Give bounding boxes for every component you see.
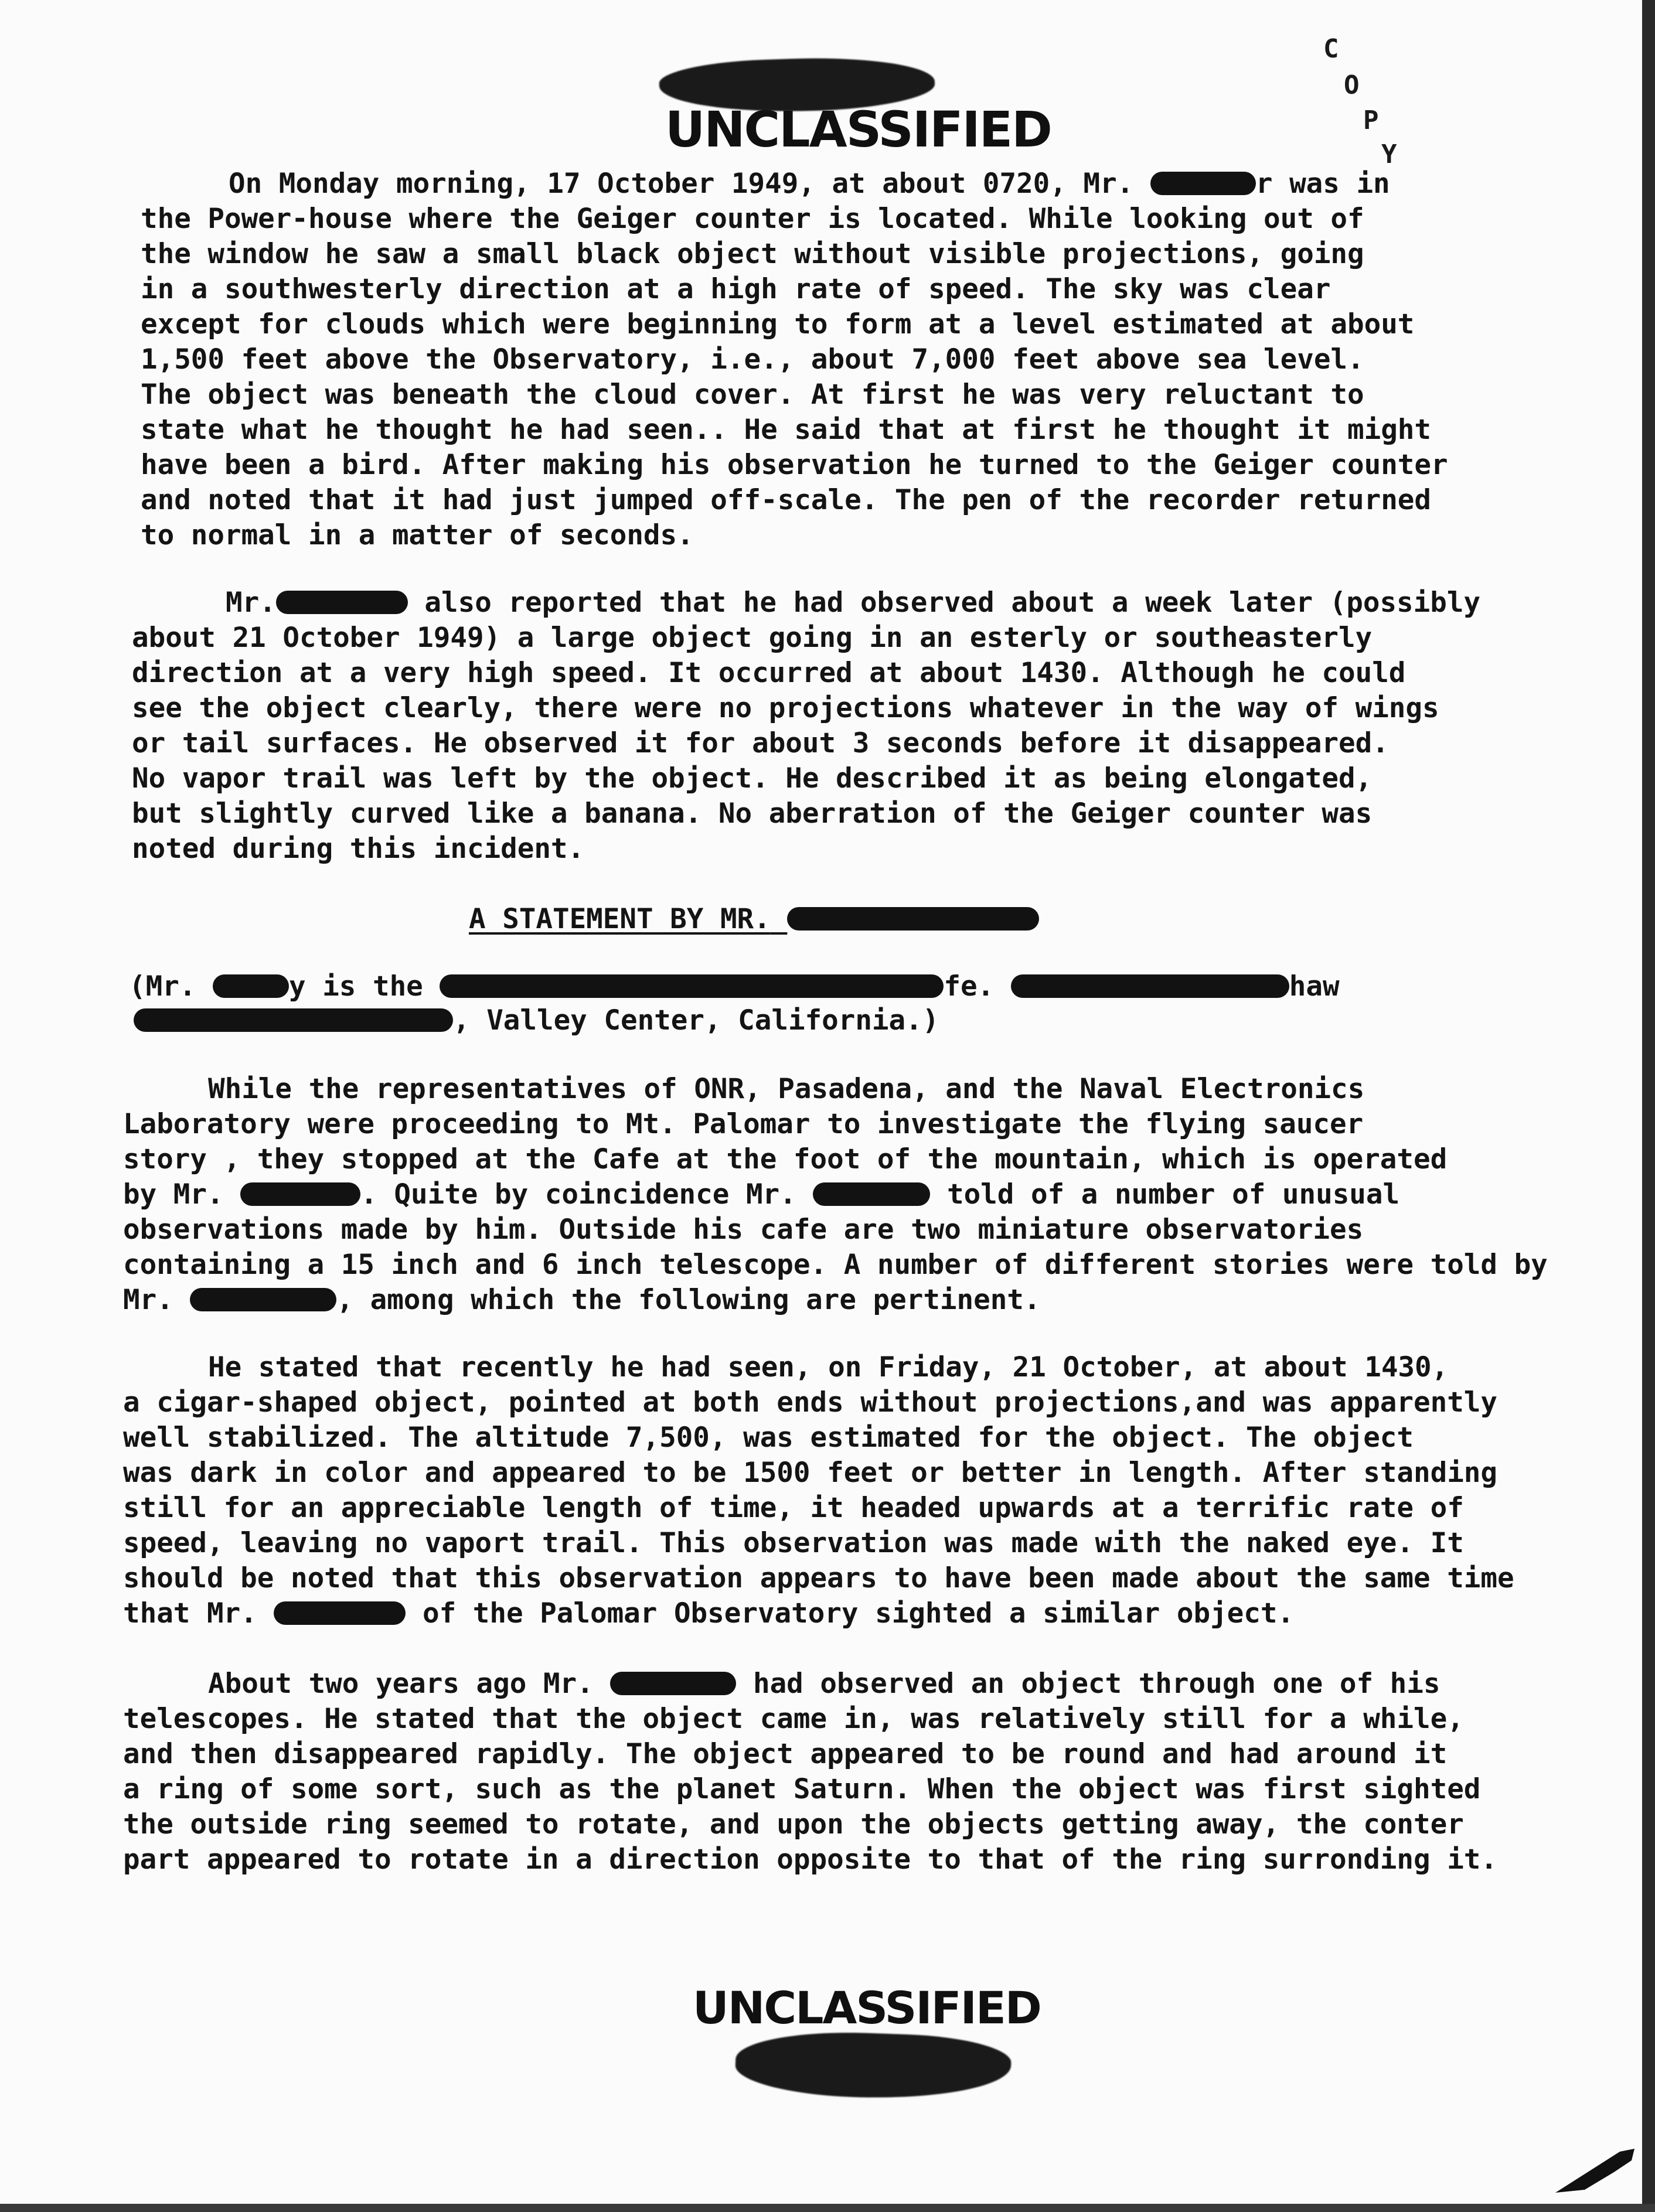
redaction-bar [787, 907, 1039, 931]
text-line: , Valley Center, California.) [134, 1007, 939, 1035]
scan-border-bottom [0, 2204, 1655, 2212]
text-line: Mr. , among which the following are pertinent. [123, 1284, 1041, 1316]
copy-stamp-letter: Y [1381, 139, 1397, 169]
text-line: in a southwesterly direction at a high rate of speed. The sky was clear [141, 273, 1331, 305]
text-line: While the representatives of ONR, Pasadena, and the Naval Electronics [208, 1073, 1365, 1105]
text-line: have been a bird. After making his observation he turned to the Geiger counter [141, 449, 1448, 481]
redaction-bar [276, 591, 408, 614]
text-line: still for an appreciable length of time, it headed upwards at a terrific rate of [123, 1492, 1464, 1524]
text-line: the window he saw a small black object without visible projections, going [141, 238, 1364, 270]
text-line: a cigar-shaped object, pointed at both ends without projections,and was apparently [123, 1386, 1497, 1419]
redaction-bar [190, 1288, 336, 1311]
text-line: about 21 October 1949) a large object going in an esterly or southeasterly [132, 622, 1373, 654]
text-line: About two years ago Mr. had observed an object through one of his [208, 1668, 1441, 1700]
text-line: well stabilized. The altitude 7,500, was estimated for the object. The object [123, 1422, 1414, 1454]
redaction-smudge-bottom [734, 2029, 1012, 2102]
section-heading: A STATEMENT BY MR. [469, 905, 1039, 933]
text-line: He stated that recently he had seen, on Friday, 21 October, at about 1430, [208, 1351, 1449, 1383]
text-line: the Power-house where the Geiger counter is located. While looking out of [141, 203, 1364, 235]
text-line: noted during this incident. [132, 833, 585, 865]
text-line: and noted that it had just jumped off-scale. The pen of the recorder returned [141, 484, 1432, 516]
copy-stamp-letter: P [1363, 105, 1379, 135]
text-line: except for clouds which were beginning to form at a level estimated at about [141, 308, 1415, 340]
text-line: observations made by him. Outside his cafe are two miniature observatories [123, 1214, 1364, 1246]
text-line: speed, leaving no vaport trail. This observation was made with the naked eye. It [123, 1527, 1464, 1559]
copy-stamp-letter: O [1344, 70, 1360, 100]
text-line: the outside ring seemed to rotate, and upon the objects getting away, the conter [123, 1808, 1464, 1841]
text-line: state what he thought he had seen.. He said that at first he thought it might [141, 414, 1432, 446]
text-line: story , they stopped at the Cafe at the foot of the mountain, which is operated [123, 1143, 1448, 1175]
text-line: telescopes. He stated that the object came in, was relatively still for a while, [123, 1703, 1464, 1735]
redaction-bar [274, 1601, 406, 1625]
text-line: On Monday morning, 17 October 1949, at about 0720, Mr. r was in [229, 168, 1390, 200]
text-line: by Mr. . Quite by coincidence Mr. told of a number of unusual [123, 1178, 1400, 1211]
text-line: containing a 15 inch and 6 inch telescope. A number of different stories were told by [123, 1249, 1548, 1281]
text-line: (Mr. y is the fe. haw [129, 970, 1340, 1003]
classification-banner-top: UNCLASSIFIED [665, 101, 1051, 158]
redaction-bar [813, 1182, 930, 1206]
text-line: but slightly curved like a banana. No aberration of the Geiger counter was [132, 797, 1373, 830]
corner-fold-mark [1550, 2137, 1637, 2201]
text-line: was dark in color and appeared to be 1500 feet or better in length. After standing [123, 1457, 1497, 1489]
redaction-bar [440, 974, 944, 998]
text-line: or tail surfaces. He observed it for about 3 seconds before it disappeared. [132, 727, 1389, 759]
scan-border-right [1642, 0, 1655, 2212]
text-line: see the object clearly, there were no projections whatever in the way of wings [132, 692, 1439, 724]
text-line: 1,500 feet above the Observatory, i.e., about 7,000 feet above sea level. [141, 343, 1364, 376]
text-line: Laboratory were proceeding to Mt. Palomar to investigate the flying saucer [123, 1108, 1364, 1140]
text-line: a ring of some sort, such as the planet Saturn. When the object was first sighted [123, 1773, 1481, 1805]
text-line: direction at a very high speed. It occurred at about 1430. Although he could [132, 657, 1406, 689]
redaction-bar [134, 1008, 453, 1032]
text-line: part appeared to rotate in a direction opposite to that of the ring surronding it. [123, 1843, 1497, 1876]
text-line: and then disappeared rapidly. The object appeared to be round and had around it [123, 1738, 1448, 1770]
copy-stamp-letter: C [1323, 34, 1339, 64]
text-line: No vapor trail was left by the object. He described it as being elongated, [132, 762, 1373, 795]
redaction-bar [1150, 172, 1256, 195]
text-line: to normal in a matter of seconds. [141, 519, 694, 551]
redaction-bar [240, 1182, 360, 1206]
text-line: that Mr. of the Palomar Observatory sighted a similar object. [123, 1597, 1295, 1630]
classification-banner-bottom: UNCLASSIFIED [693, 1982, 1041, 2034]
text-line: should be noted that this observation appears to have been made about the same time [123, 1562, 1514, 1594]
text-line: Mr. also reported that he had observed about a week later (possibly [226, 587, 1481, 619]
text-line: The object was beneath the cloud cover. At first he was very reluctant to [141, 379, 1364, 411]
redaction-bar [1011, 974, 1289, 998]
redaction-bar [610, 1672, 736, 1695]
redaction-bar [213, 974, 289, 998]
